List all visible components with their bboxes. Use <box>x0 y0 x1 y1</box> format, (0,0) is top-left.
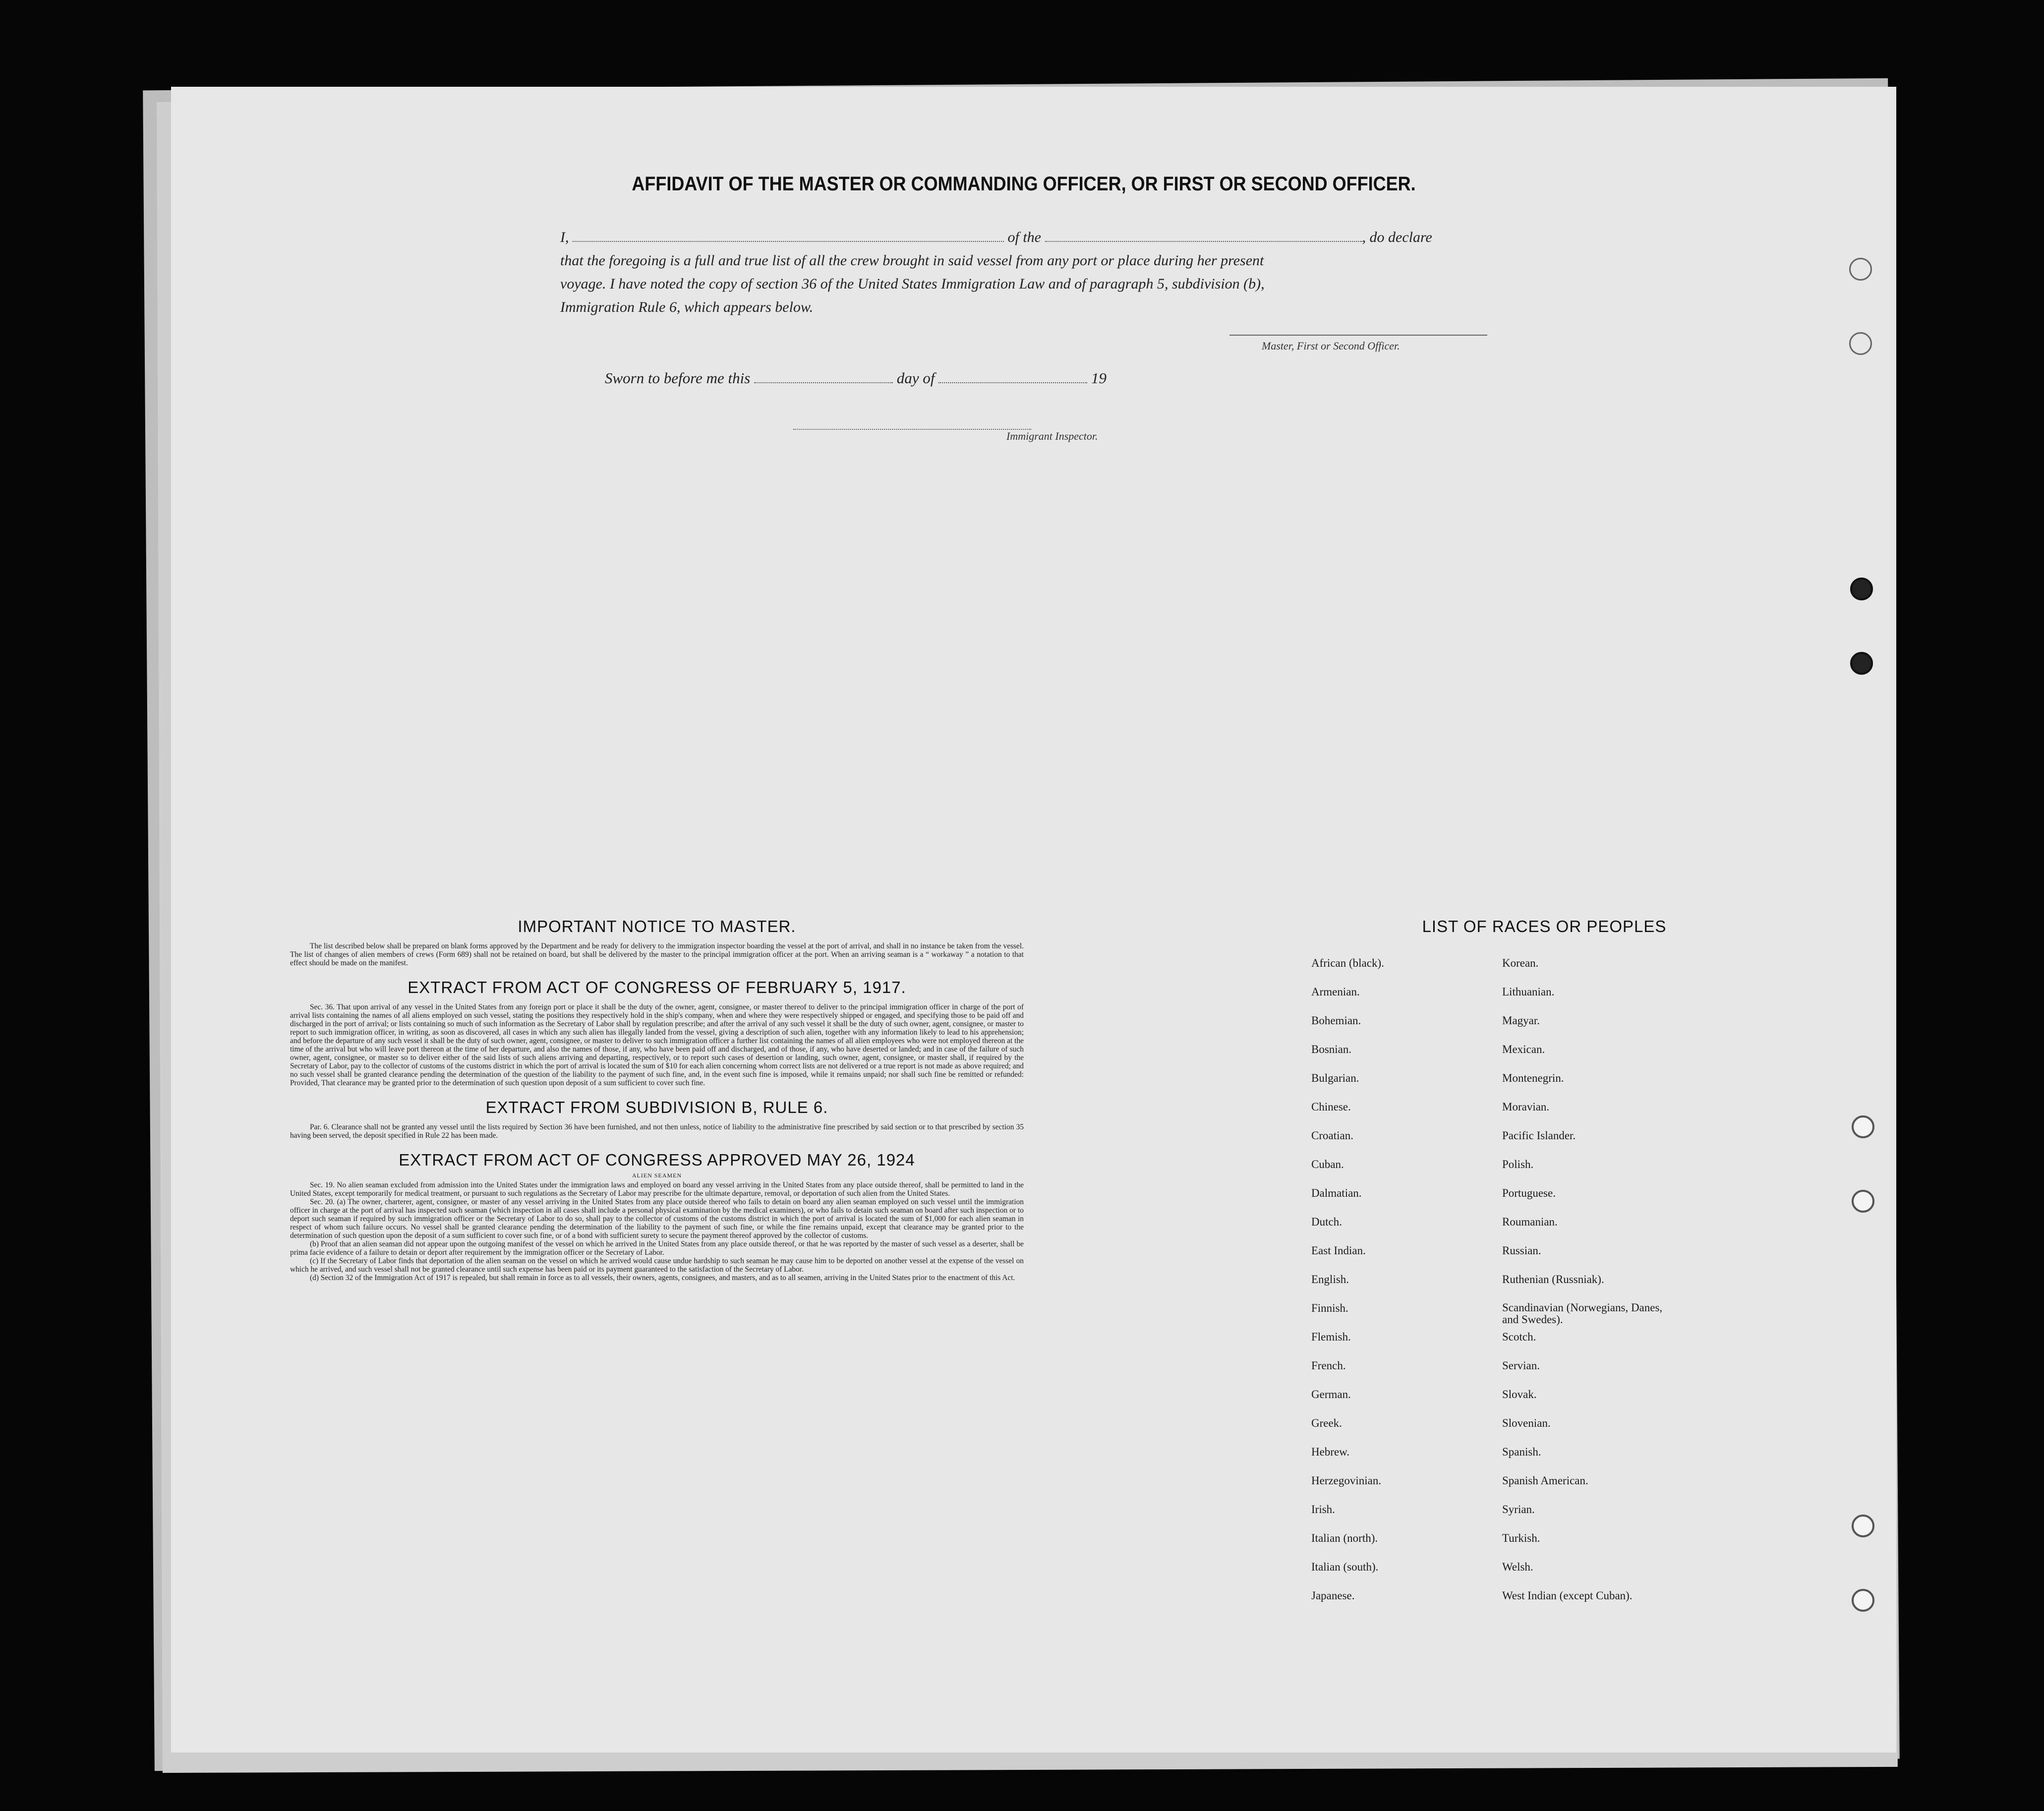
race-item: African (black). <box>1311 957 1384 969</box>
affidavit-line: Immigration Rule 6, which appears below. <box>560 299 814 315</box>
rule-6-text: Par. 6. Clearance shall not be granted any vessel until the lists required by Section 36 have been furnished, and not then unless, notice of liability to the administrative fine prescribed by said section or to that prescribed by section 35 having been served, the deposit specified in Rule 22 has been made. <box>290 1123 1024 1140</box>
month-blank[interactable] <box>938 368 1087 383</box>
year-prefix: 19 <box>1091 369 1107 387</box>
act-1917-text: Sec. 36. That upon arrival of any vessel in the United States from any foreign port or place it shall be the duty of the owner, agent, consignee, or master thereof to deliver to the principal immigration officer in charge of the port of arrival lists containing the names of all aliens employed on such vessel, stating the positions they respectively hold in the ship's company, when and where they were respectively shipped or engaged, and specifying those to be paid off and discharged in the port of arrival; or lists containing so much of such information as the Secretary of Labor shall by regulation prescribe; and after the arrival of any such vessel it shall be the duty of such owner, agent, consignee, or master to report to such immigration officer, in writing, as soon as discovered, all cases in which any such alien has illegally landed from the vessel, giving a description of such alien, together with any information likely to lead to his apprehension; and before the departure of any such vessel it shall be the duty of such owner, agent, consignee, or master to deliver to such immigration officer a further list containing the names of all alien employees who were not employed thereon at the time of the arrival but who will leave port thereon at the time of her departure, and also the names of those, if any, who have been paid off and discharged, and of those, if any, who have deserted or landed; and in case of the failure of such owner, agent, consignee, or master so to deliver either of the said lists of such aliens arriving and departing, respectively, or to report such cases of desertion or landing, such owner, agent, consignee, or master shall, if required by the Secretary of Labor, pay to the collector of customs of the customs district in which the port of arrival is located the sum of $10 for each alien concerning whom correct lists are not delivered or a true report is not made as above required; and no such vessel shall be granted clearance pending the determination of the question of the liability to the payment of such fine, and, in the event such fine is imposed, while it remains unpaid; nor shall such fine be remitted or refunded: Provided, That clearance may be granted prior to the determination of such question upon deposit of a sum sufficient to cover such fine. <box>290 1003 1024 1087</box>
races-section <box>1311 917 1777 1602</box>
notice-text: The list described below shall be prepared on blank forms approved by the Department and be ready for delivery to the immigration inspector boarding the vessel at the port of arrival, and shall in no instance be taken from the vessel. The list of changes of alien members of crews (Form 689) shall not be retained on board, but shall be delivered by the master to the principal immigration officer at the port. When an arriving seaman is a “ workaway ” a notation to that effect should be made on the manifest. <box>290 942 1024 967</box>
race-item: West Indian (except Cuban). <box>1502 1589 1633 1602</box>
affidavit-text <box>560 226 1512 319</box>
signature-caption: Master, First or Second Officer. <box>1262 340 1400 352</box>
punch-hole <box>1852 1589 1874 1612</box>
race-item: Scotch. <box>1502 1331 1536 1343</box>
affidavit-line: voyage. I have noted the copy of section 36 of the United States Immigration Law and of paragraph 5, subdivision (b), <box>560 276 1265 292</box>
document-page <box>171 87 1896 1753</box>
signature-line[interactable] <box>1229 335 1487 336</box>
race-item: Korean. <box>1502 957 1539 969</box>
act-1917-title: EXTRACT FROM ACT OF CONGRESS OF FEBRUARY 5, 1917. <box>408 978 906 996</box>
race-item: Slovenian. <box>1502 1417 1551 1429</box>
rule-6-title: EXTRACT FROM SUBDIVISION B, RULE 6. <box>485 1098 828 1116</box>
act-1924-paragraph: (b) Proof that an alien seaman did not appear upon the outgoing manifest of the vessel on which he arrived in the United States from any place outside thereof, or that he was reported by the master of such vessel as a deserter, shall be prima facie evidence of a failure to detain or deport after requirement by the immigration officer or the Secretary of Labor. <box>290 1240 1024 1257</box>
race-item: Spanish American. <box>1502 1474 1588 1487</box>
race-item: German. <box>1311 1388 1351 1401</box>
race-item: Chinese. <box>1311 1101 1351 1113</box>
race-item: Croatian. <box>1311 1129 1353 1142</box>
race-item: Syrian. <box>1502 1503 1535 1516</box>
race-item: Spanish. <box>1502 1446 1541 1458</box>
affidavit-i-label: I, <box>560 229 569 245</box>
affidavit-of-the: of the <box>1007 229 1041 245</box>
act-1924-paragraph: (c) If the Secretary of Labor finds that deportation of the alien seaman on the vessel on which he arrived would cause undue hardship to such seaman he may cause him to be deported on another vessel at the expense of the vessel on which he arrived, and such vessel shall not be granted clearance until such expense has been paid or its payment guaranteed to the satisfaction of the Secretary of Labor. <box>290 1257 1024 1274</box>
race-item: Italian (south). <box>1311 1561 1379 1573</box>
affidavit-line: that the foregoing is a full and true list of all the crew brought in said vessel from any port or place during her present <box>560 252 1264 269</box>
day-blank[interactable] <box>754 368 893 383</box>
race-item: Dalmatian. <box>1311 1187 1362 1199</box>
race-item: Finnish. <box>1311 1302 1348 1314</box>
race-item: English. <box>1311 1273 1349 1285</box>
race-item: Armenian. <box>1311 986 1360 998</box>
sworn-line <box>605 368 1107 387</box>
race-item: Lithuanian. <box>1502 986 1555 998</box>
act-1924-paragraph: (d) Section 32 of the Immigration Act of 1917 is repealed, but shall remain in force as to all vessels, their owners, agents, consignees, and masters, and as to all seamen, arriving in the United States prior to the enactment of this Act. <box>310 1274 1015 1282</box>
race-item: Welsh. <box>1502 1561 1533 1573</box>
act-1924-paragraph: Sec. 20. (a) The owner, charterer, agent, consignee, or master of any vessel arriving in the United States from any place outside thereof who fails to detain on board any alien seaman employed on such vessel until the immigration officer in charge at the port of arrival has inspected such seaman (which inspection in all cases shall include a personal physical examination by the medical examiners), or who fails to detain such seaman on board after such inspection or to deport such seaman if required by such immigration officer or the Secretary of Labor to do so, shall pay to the collector of customs of the customs district in which the port of arrival is located the sum of $1,000 for each alien seaman in respect of whom such failure occurs. No vessel shall be granted clearance pending the determination of the liability to the payment of such fine, or while the fine remains unpaid, except that clearance may be granted prior to the determination of such question upon the deposit of a sum sufficient to cover such fine, or of a bond with sufficient surety to secure the payment thereof approved by the collector of customs. <box>290 1198 1024 1240</box>
race-item: Slovak. <box>1502 1388 1537 1401</box>
race-item: Bulgarian. <box>1311 1072 1359 1084</box>
inspector-caption: Immigrant Inspector. <box>1006 430 1098 442</box>
race-item: Portuguese. <box>1502 1187 1556 1199</box>
inspector-signature-line[interactable] <box>793 429 1031 430</box>
race-item: Hebrew. <box>1311 1446 1350 1458</box>
race-item: Herzegovinian. <box>1311 1474 1382 1487</box>
punch-hole <box>1849 258 1872 281</box>
punch-hole <box>1852 1115 1874 1138</box>
race-item: East Indian. <box>1311 1244 1366 1257</box>
races-title: LIST OF RACES OR PEOPLES <box>1422 917 1667 935</box>
races-right-column <box>1502 957 1681 1618</box>
race-item: Moravian. <box>1502 1101 1550 1113</box>
race-item: Turkish. <box>1502 1532 1540 1544</box>
race-item: Montenegrin. <box>1502 1072 1564 1084</box>
races-left-column <box>1311 957 1384 1618</box>
race-item: Cuban. <box>1311 1158 1344 1170</box>
notice-title: IMPORTANT NOTICE TO MASTER. <box>518 917 796 935</box>
sworn-label: Sworn to before me this <box>605 369 751 387</box>
race-item: Bohemian. <box>1311 1014 1361 1027</box>
race-item: Flemish. <box>1311 1331 1351 1343</box>
vessel-blank[interactable] <box>1045 227 1362 242</box>
race-item: Ruthenian (Russniak). <box>1502 1273 1604 1285</box>
notice-section <box>290 917 1024 1293</box>
race-item: Scandinavian (Norwegians, Danes, and Swedes). <box>1502 1301 1663 1326</box>
act-1924-paragraph: Sec. 19. No alien seaman excluded from admission into the United States under the immigration laws and employed on board any vessel arriving in the United States from any place outside thereof, shall be permitted to land in the United States, except temporarily for medical treatment, or pursuant to such regulations as the Secretary of Labor may prescribe for the ultimate departure, removal, or deportation of such alien from the United States. <box>290 1181 1024 1198</box>
punch-hole <box>1850 578 1873 600</box>
race-item: Dutch. <box>1311 1216 1342 1228</box>
race-item: Italian (north). <box>1311 1532 1378 1544</box>
race-item: Magyar. <box>1502 1014 1540 1027</box>
affidavit-do-declare: , do declare <box>1362 229 1432 245</box>
race-item: Mexican. <box>1502 1043 1545 1055</box>
race-item: Japanese. <box>1311 1589 1355 1602</box>
act-1924-subtitle: ALIEN SEAMEN <box>632 1172 682 1179</box>
affidavit-title: AFFIDAVIT OF THE MASTER OR COMMANDING OFFICER, OR FIRST OR SECOND OFFICER. <box>632 172 1416 195</box>
race-item: Irish. <box>1311 1503 1335 1516</box>
race-item: Servian. <box>1502 1359 1540 1372</box>
punch-hole <box>1852 1515 1874 1537</box>
race-item: French. <box>1311 1359 1346 1372</box>
punch-hole <box>1850 652 1873 675</box>
race-item: Bosnian. <box>1311 1043 1352 1055</box>
race-item: Russian. <box>1502 1244 1541 1257</box>
punch-hole <box>1849 332 1872 355</box>
act-1924-title: EXTRACT FROM ACT OF CONGRESS APPROVED MAY 26, 1924 <box>399 1151 915 1169</box>
name-blank[interactable] <box>573 227 1004 242</box>
race-item: Greek. <box>1311 1417 1342 1429</box>
day-of-label: day of <box>896 369 935 387</box>
race-item: Pacific Islander. <box>1502 1129 1576 1142</box>
race-item: Polish. <box>1502 1158 1534 1170</box>
race-item: Roumanian. <box>1502 1216 1558 1228</box>
punch-hole <box>1852 1190 1874 1213</box>
